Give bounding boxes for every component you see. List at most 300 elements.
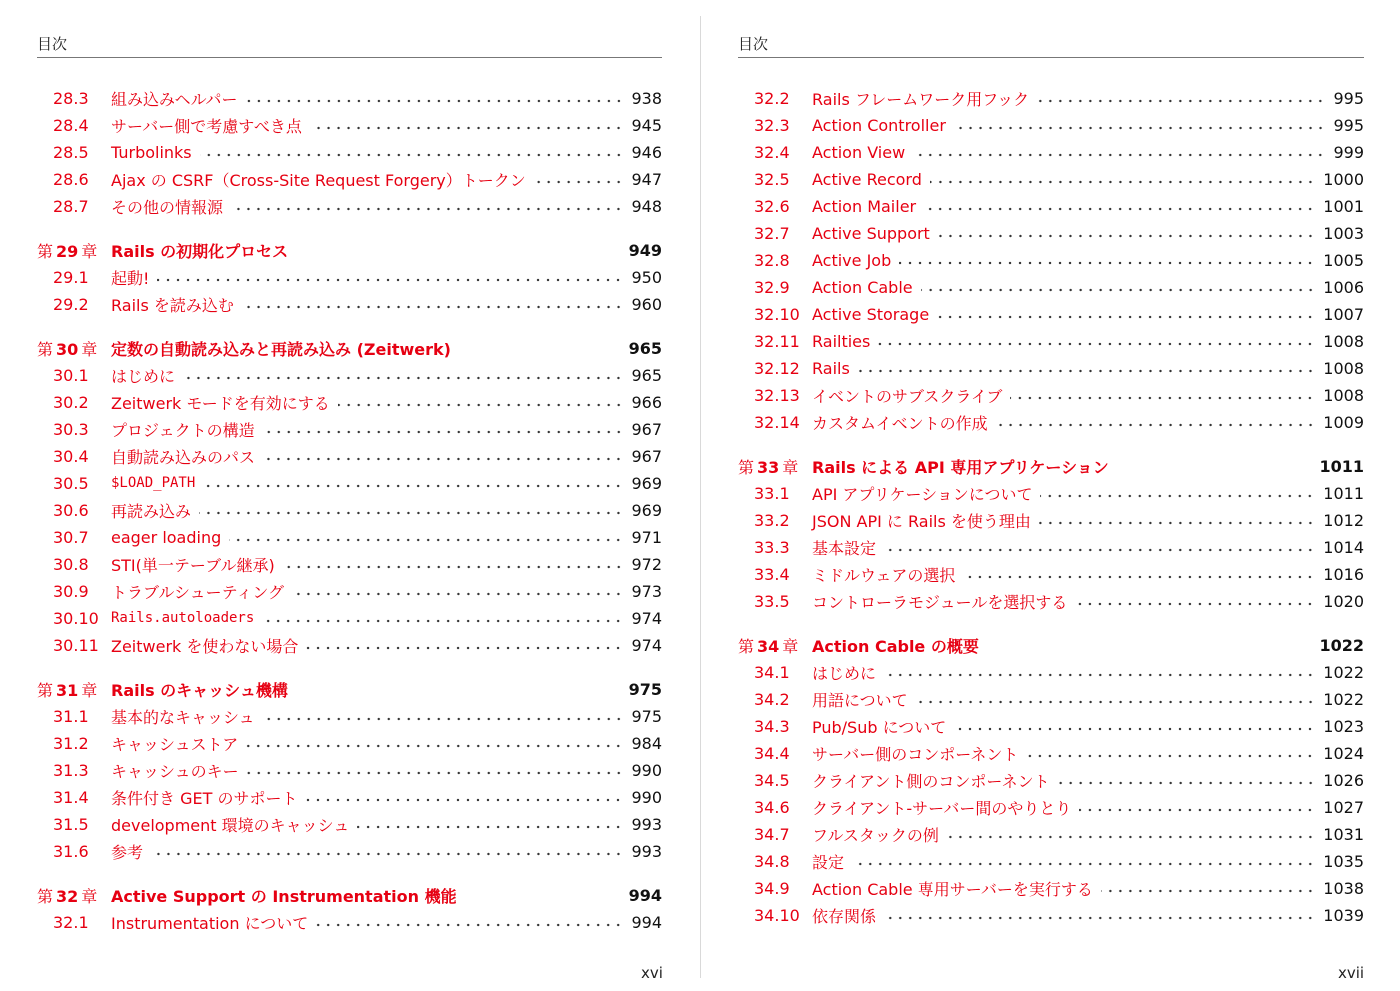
page-ref: 1001	[1323, 196, 1364, 216]
section-number: 30.9	[53, 581, 89, 601]
section-number: 31.6	[53, 841, 89, 861]
page-ref: 999	[1333, 142, 1364, 162]
section-title[interactable]: Active Support	[812, 223, 930, 243]
toc-chapter-entry[interactable]	[37, 337, 662, 359]
section-title[interactable]: 用語について	[812, 690, 908, 710]
page-ref: 948	[631, 196, 662, 216]
page-ref: 947	[631, 169, 662, 189]
toc-section-entry[interactable]	[738, 688, 1364, 710]
toc-section-entry[interactable]	[37, 87, 662, 109]
toc-section-entry[interactable]	[738, 168, 1364, 190]
section-title[interactable]: キャッシュのキー	[111, 761, 239, 781]
page-ref: 1022	[1323, 689, 1364, 709]
dot-leader	[852, 862, 1315, 866]
section-number: 34.1	[754, 662, 790, 682]
page-ref: 984	[631, 733, 662, 753]
page-ref: 993	[631, 841, 662, 861]
section-number: 32.8	[754, 250, 790, 270]
section-title[interactable]: トラブルシューティング	[111, 582, 285, 602]
page-ref: 1038	[1323, 878, 1364, 898]
section-number: 30.2	[53, 392, 89, 412]
section-title[interactable]: eager loading	[111, 527, 222, 547]
dot-leader	[246, 744, 623, 748]
section-number: 32.14	[754, 412, 800, 432]
chapter-title[interactable]: Rails による API 専用アプリケーション	[812, 457, 1109, 477]
chapter-number	[37, 884, 111, 907]
page-ref: 990	[631, 760, 662, 780]
chapter-suffix: 章	[782, 457, 799, 477]
page-ref: 1022	[1319, 635, 1364, 655]
section-title[interactable]: JSON API に Rails を使う理由	[812, 511, 1031, 531]
section-title[interactable]: 起動!	[111, 268, 150, 288]
section-number: 32.13	[754, 385, 800, 405]
page-ref: 974	[631, 635, 662, 655]
page-ref: 1007	[1323, 304, 1364, 324]
page-ref: 995	[1333, 88, 1364, 108]
dot-leader	[921, 288, 1316, 292]
toc-chapter-entry[interactable]	[738, 634, 1364, 656]
dot-leader	[930, 180, 1315, 184]
dot-leader	[1058, 781, 1316, 785]
toc-section-entry[interactable]	[738, 904, 1364, 926]
chapter-prefix: 第	[37, 886, 54, 906]
page-ref: 973	[631, 581, 662, 601]
dot-leader	[283, 565, 624, 569]
section-title[interactable]: Action Mailer	[812, 196, 917, 216]
toc-section-entry[interactable]	[738, 850, 1364, 872]
dot-leader	[157, 278, 623, 282]
section-title[interactable]: はじめに	[812, 663, 877, 683]
toc-section-entry[interactable]	[37, 266, 662, 288]
page-ref: 1035	[1323, 851, 1364, 871]
section-number: 28.7	[53, 196, 89, 216]
toc-section-entry[interactable]	[37, 391, 662, 413]
chapter-prefix: 第	[37, 339, 54, 359]
section-number: 30.8	[53, 554, 89, 574]
right-page	[702, 0, 1400, 991]
dot-leader	[947, 835, 1315, 839]
page-ref: 971	[631, 527, 662, 547]
page-ref: 965	[631, 365, 662, 385]
page-ref: 966	[631, 392, 662, 412]
section-title[interactable]: 依存関係	[812, 906, 877, 926]
section-number: 32.5	[754, 169, 790, 189]
toc-section-entry[interactable]	[738, 769, 1364, 791]
dot-leader	[310, 126, 624, 130]
dot-leader	[1101, 889, 1315, 893]
dot-leader	[954, 126, 1326, 130]
page-ref: 1008	[1323, 358, 1364, 378]
toc-section-entry[interactable]	[738, 384, 1364, 406]
dot-leader	[924, 207, 1315, 211]
chapter-number	[37, 337, 111, 360]
section-title[interactable]: Ajax の CSRF（Cross-Site Request Forgery）トークン	[111, 170, 526, 190]
toc-section-entry[interactable]	[738, 661, 1364, 683]
section-title[interactable]: サーバー側のコンポーネント	[812, 744, 1019, 764]
page-number: xvii	[1338, 964, 1365, 982]
toc-section-entry[interactable]	[37, 786, 662, 808]
chapter-number	[37, 678, 111, 701]
page-ref: 1039	[1323, 905, 1364, 925]
dot-leader	[183, 376, 623, 380]
section-number: 28.5	[53, 142, 89, 162]
toc-section-entry[interactable]	[37, 840, 662, 862]
page-ref: 1016	[1323, 564, 1364, 584]
section-number: 30.10	[53, 608, 99, 628]
toc-section-entry[interactable]	[37, 634, 662, 656]
page-gutter	[700, 16, 701, 978]
section-number: 28.4	[53, 115, 89, 135]
section-title[interactable]: $LOAD_PATH	[111, 475, 196, 491]
page-ref: 974	[631, 608, 662, 628]
section-title[interactable]: Turbolinks	[111, 142, 192, 162]
toc-section-entry[interactable]	[37, 526, 662, 548]
chapter-suffix: 章	[782, 636, 799, 656]
page-ref: 945	[631, 115, 662, 135]
chapter-no: 29	[56, 241, 79, 261]
toc-section-entry[interactable]	[37, 553, 662, 575]
section-number: 34.7	[754, 824, 790, 844]
section-number: 33.4	[754, 564, 790, 584]
section-title[interactable]: はじめに	[111, 366, 176, 386]
section-title[interactable]: Active Job	[812, 250, 892, 270]
section-title[interactable]: Active Storage	[812, 304, 930, 324]
section-number: 32.10	[754, 304, 800, 324]
toc-section-entry[interactable]	[37, 141, 662, 163]
chapter-no: 30	[56, 339, 79, 359]
page-ref: 994	[628, 885, 662, 905]
page-ref: 1027	[1323, 797, 1364, 817]
section-number: 32.11	[754, 331, 800, 351]
dot-leader	[242, 305, 624, 309]
dot-leader	[1040, 494, 1315, 498]
toc-section-entry[interactable]	[37, 445, 662, 467]
section-number: 32.3	[754, 115, 790, 135]
chapter-suffix: 章	[81, 680, 98, 700]
page-ref: 1005	[1323, 250, 1364, 270]
toc-section-entry[interactable]	[738, 536, 1364, 558]
section-title[interactable]: 条件付き GET のサポート	[111, 788, 298, 808]
chapter-title[interactable]: Active Support の Instrumentation 機能	[111, 886, 457, 906]
header-rule	[738, 57, 1364, 58]
section-title[interactable]: 自動読み込みのパス	[111, 447, 256, 467]
dot-leader	[316, 923, 623, 927]
section-number: 34.2	[754, 689, 790, 709]
section-number: 30.7	[53, 527, 89, 547]
page-ref: 995	[1333, 115, 1364, 135]
page-ref: 1000	[1323, 169, 1364, 189]
dot-leader	[963, 575, 1315, 579]
section-title[interactable]: コントローラモジュールを選択する	[812, 592, 1068, 612]
toc-section-entry[interactable]	[37, 472, 662, 494]
section-number: 30.11	[53, 635, 99, 655]
toc-section-entry[interactable]	[37, 580, 662, 602]
dot-leader	[1037, 99, 1325, 103]
section-number: 30.3	[53, 419, 89, 439]
toc-section-entry[interactable]	[738, 590, 1364, 612]
page-ref: 975	[628, 679, 662, 699]
section-title[interactable]: サーバー側で考慮すべき点	[111, 116, 302, 136]
toc-section-entry[interactable]	[738, 742, 1364, 764]
dot-leader	[338, 403, 624, 407]
toc-section-entry[interactable]	[738, 303, 1364, 325]
chapter-prefix: 第	[37, 680, 54, 700]
toc-section-entry[interactable]	[738, 823, 1364, 845]
dot-leader	[305, 798, 623, 802]
section-number: 34.5	[754, 770, 790, 790]
chapter-title[interactable]: Action Cable の概要	[812, 636, 979, 656]
section-number: 34.10	[754, 905, 800, 925]
section-number: 34.6	[754, 797, 790, 817]
toc-section-entry[interactable]	[37, 607, 662, 629]
section-title[interactable]: Action Cable	[812, 277, 913, 297]
page-ref: 1020	[1323, 591, 1364, 611]
dot-leader	[262, 619, 623, 623]
dot-leader	[199, 511, 623, 515]
chapter-title[interactable]: 定数の自動読み込みと再読み込み (Zeitwerk)	[111, 339, 451, 359]
section-number: 32.6	[754, 196, 790, 216]
toc-section-entry[interactable]	[738, 563, 1364, 585]
chapter-no: 34	[757, 636, 780, 656]
dot-leader	[1079, 808, 1315, 812]
dot-leader	[306, 646, 623, 650]
toc-section-entry[interactable]	[37, 114, 662, 136]
chapter-no: 33	[757, 457, 780, 477]
page-ref: 1024	[1323, 743, 1364, 763]
page-ref: 972	[631, 554, 662, 574]
toc-section-entry[interactable]	[738, 87, 1364, 109]
page-ref: 1014	[1323, 537, 1364, 557]
dot-leader	[913, 153, 1325, 157]
section-title[interactable]: 組み込みヘルパー	[111, 89, 238, 109]
toc-section-entry[interactable]	[37, 364, 662, 386]
page-ref: 1011	[1323, 483, 1364, 503]
dot-leader	[899, 261, 1315, 265]
section-number: 29.1	[53, 267, 89, 287]
section-number: 30.6	[53, 500, 89, 520]
section-title[interactable]: その他の情報源	[111, 197, 224, 217]
page-ref: 965	[628, 338, 662, 358]
chapter-title[interactable]: Rails の初期化プロセス	[111, 241, 289, 261]
toc-section-entry[interactable]	[738, 249, 1364, 271]
section-title[interactable]: 設定	[812, 852, 845, 872]
page-number: xvi	[641, 964, 663, 982]
dot-leader	[229, 538, 623, 542]
dot-leader	[954, 727, 1315, 731]
section-title[interactable]: API アプリケーションについて	[812, 484, 1033, 504]
section-number: 31.5	[53, 814, 89, 834]
toc-section-entry[interactable]	[37, 732, 662, 754]
toc-section-entry[interactable]	[738, 330, 1364, 352]
toc-section-entry[interactable]	[37, 293, 662, 315]
section-title[interactable]: Zeitwerk モードを有効にする	[111, 393, 330, 413]
toc-section-entry[interactable]	[738, 141, 1364, 163]
section-title[interactable]: 参考	[111, 842, 144, 862]
page-ref: 1003	[1323, 223, 1364, 243]
page-ref: 1006	[1323, 277, 1364, 297]
dot-leader	[884, 673, 1315, 677]
page-ref: 975	[631, 706, 662, 726]
section-title[interactable]: Rails.autoloaders	[111, 610, 255, 626]
page-ref: 994	[631, 912, 662, 932]
section-number: 34.3	[754, 716, 790, 736]
section-number: 33.5	[754, 591, 790, 611]
section-title[interactable]: Active Record	[812, 169, 922, 189]
section-number: 33.2	[754, 510, 790, 530]
section-title[interactable]: Action Cable 専用サーバーを実行する	[812, 879, 1093, 899]
dot-leader	[916, 700, 1316, 704]
toc-section-entry[interactable]	[37, 418, 662, 440]
toc-section-entry[interactable]	[738, 195, 1364, 217]
section-number: 32.12	[754, 358, 800, 378]
toc-section-entry[interactable]	[738, 114, 1364, 136]
section-title[interactable]: Railties	[812, 331, 871, 351]
dot-leader	[247, 771, 624, 775]
section-title[interactable]: Rails を読み込む	[111, 295, 234, 315]
section-number: 30.1	[53, 365, 89, 385]
toc-section-entry[interactable]	[37, 168, 662, 190]
section-number: 31.3	[53, 760, 89, 780]
section-number: 32.1	[53, 912, 89, 932]
section-title[interactable]: Action View	[812, 142, 906, 162]
toc-section-entry[interactable]	[738, 482, 1364, 504]
chapter-prefix: 第	[738, 636, 755, 656]
section-number: 31.4	[53, 787, 89, 807]
page-ref: 1009	[1323, 412, 1364, 432]
toc-section-entry[interactable]	[738, 411, 1364, 433]
section-title[interactable]: Rails	[812, 358, 850, 378]
section-title[interactable]: 基本的なキャッシュ	[111, 707, 255, 727]
section-title[interactable]: Rails フレームワーク用フック	[812, 89, 1030, 109]
section-title[interactable]: 基本設定	[812, 538, 877, 558]
chapter-prefix: 第	[738, 457, 755, 477]
chapter-no: 31	[56, 680, 79, 700]
section-number: 34.8	[754, 851, 790, 871]
dot-leader	[996, 423, 1316, 427]
section-title[interactable]: クライアント側のコンポーネント	[812, 771, 1050, 791]
page-ref: 946	[631, 142, 662, 162]
toc-section-entry[interactable]	[738, 357, 1364, 379]
toc-section-entry[interactable]	[37, 195, 662, 217]
dot-leader	[263, 717, 624, 721]
toc-section-entry[interactable]	[738, 796, 1364, 818]
section-number: 32.2	[754, 88, 790, 108]
dot-leader	[292, 592, 623, 596]
section-number: 28.6	[53, 169, 89, 189]
dot-leader	[1075, 602, 1315, 606]
section-title[interactable]: STI(単一テーブル継承)	[111, 555, 275, 575]
toc-section-entry[interactable]	[37, 911, 662, 933]
toc-section-entry[interactable]	[37, 813, 662, 835]
toc-chapter-entry[interactable]	[37, 239, 662, 261]
section-title[interactable]: Instrumentation について	[111, 913, 309, 933]
page-ref: 1023	[1323, 716, 1364, 736]
section-title[interactable]: イベントのサブスクライブ	[812, 386, 1003, 406]
chapter-number	[37, 239, 111, 262]
chapter-suffix: 章	[81, 241, 98, 261]
section-title[interactable]: フルスタックの例	[812, 825, 939, 845]
page-ref: 1012	[1323, 510, 1364, 530]
section-title[interactable]: Pub/Sub について	[812, 717, 947, 737]
page-ref: 950	[631, 267, 662, 287]
section-number: 31.1	[53, 706, 89, 726]
page-ref: 967	[631, 446, 662, 466]
page-ref: 993	[631, 814, 662, 834]
section-title[interactable]: クライアント-サーバー間のやりとり	[812, 798, 1072, 818]
page-ref: 1011	[1319, 456, 1364, 476]
running-header: 目次	[37, 35, 68, 53]
toc-section-entry[interactable]	[37, 759, 662, 781]
toc-section-entry[interactable]	[738, 276, 1364, 298]
section-title[interactable]: development 環境のキャッシュ	[111, 815, 350, 835]
dot-leader	[1010, 396, 1315, 400]
dot-leader	[203, 484, 623, 488]
section-title[interactable]: 再読み込み	[111, 501, 192, 521]
toc-chapter-entry[interactable]	[37, 884, 662, 906]
header-rule	[37, 57, 662, 58]
page-ref: 967	[631, 419, 662, 439]
toc-section-entry[interactable]	[738, 877, 1364, 899]
section-title[interactable]: Action Controller	[812, 115, 946, 135]
dot-leader	[231, 207, 623, 211]
chapter-number	[738, 455, 812, 478]
section-title[interactable]: プロジェクトの構造	[111, 420, 255, 440]
section-number: 30.4	[53, 446, 89, 466]
section-number: 29.2	[53, 294, 89, 314]
section-number: 32.9	[754, 277, 790, 297]
page-ref: 1022	[1323, 662, 1364, 682]
page-ref: 938	[631, 88, 662, 108]
toc-section-entry[interactable]	[37, 705, 662, 727]
section-number: 33.3	[754, 537, 790, 557]
toc-section-entry[interactable]	[738, 715, 1364, 737]
page-ref: 969	[631, 500, 662, 520]
dot-leader	[1039, 521, 1315, 525]
section-number: 32.7	[754, 223, 790, 243]
toc-section-entry[interactable]	[37, 499, 662, 521]
page-ref: 1008	[1323, 385, 1364, 405]
chapter-suffix: 章	[81, 339, 98, 359]
section-number: 28.3	[53, 88, 89, 108]
section-title[interactable]: カスタムイベントの作成	[812, 413, 988, 433]
page-ref: 960	[631, 294, 662, 314]
section-number: 34.9	[754, 878, 790, 898]
dot-leader	[357, 825, 623, 829]
section-title[interactable]: キャッシュストア	[111, 734, 239, 754]
dot-leader	[938, 234, 1315, 238]
dot-leader	[878, 342, 1315, 346]
page-ref: 969	[631, 473, 662, 493]
dot-leader	[884, 916, 1315, 920]
dot-leader	[263, 430, 624, 434]
toc-section-entry[interactable]	[738, 222, 1364, 244]
toc-chapter-entry[interactable]	[738, 455, 1364, 477]
page-ref: 1008	[1323, 331, 1364, 351]
section-title[interactable]: ミドルウェアの選択	[812, 565, 956, 585]
dot-leader	[937, 315, 1315, 319]
section-number: 31.2	[53, 733, 89, 753]
toc-section-entry[interactable]	[738, 509, 1364, 531]
dot-leader	[1026, 754, 1315, 758]
toc-chapter-entry[interactable]	[37, 678, 662, 700]
chapter-number	[738, 634, 812, 657]
section-number: 30.5	[53, 473, 89, 493]
chapter-title[interactable]: Rails のキャッシュ機構	[111, 680, 288, 700]
running-header: 目次	[738, 35, 769, 53]
page-ref: 1026	[1323, 770, 1364, 790]
section-title[interactable]: Zeitwerk を使わない場合	[111, 636, 299, 656]
dot-leader	[858, 369, 1315, 373]
